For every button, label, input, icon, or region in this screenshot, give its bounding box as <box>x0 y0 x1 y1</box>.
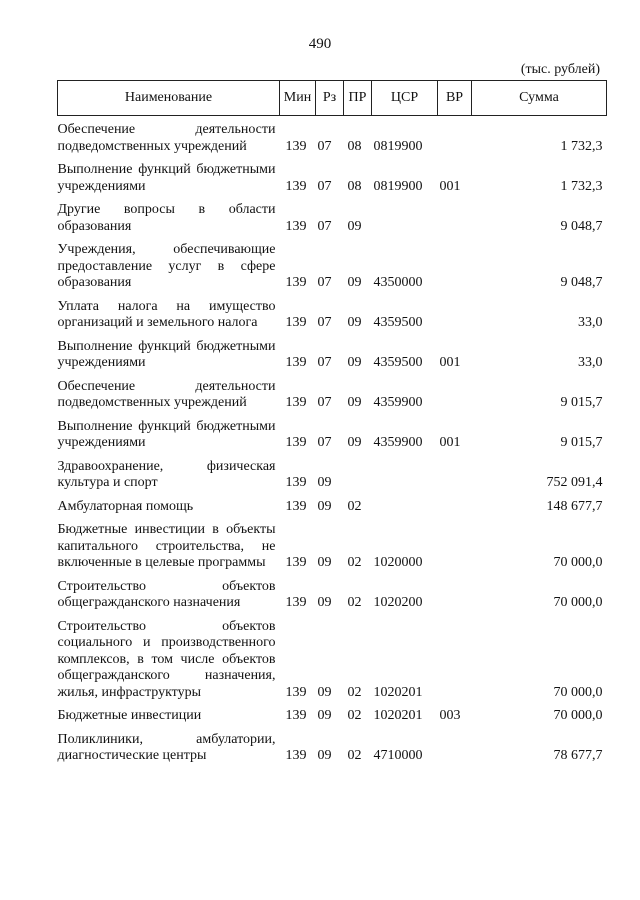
table-row <box>58 332 607 372</box>
table-row <box>58 116 607 156</box>
table-row <box>58 195 607 235</box>
header-rz: Рз <box>316 81 344 116</box>
cell-name: Амбулаторная помощь <box>57 498 194 514</box>
cell-csr: 4359500 <box>373 315 423 330</box>
cell-rz: 07 <box>317 395 332 410</box>
cell-rz: 07 <box>317 275 332 290</box>
cell-vr <box>438 235 472 292</box>
cell-name: Строительство объектов общегражданского назначения <box>57 578 276 610</box>
cell-vr <box>438 515 472 572</box>
cell-pr <box>344 452 372 492</box>
cell-sum: 70 000,0 <box>553 708 603 723</box>
cell-pr: 09 <box>347 395 362 410</box>
cell-min: 139 <box>285 178 307 194</box>
cell-min: 139 <box>285 355 307 370</box>
cell-name: Строительство объектов социального и производственного комплексов, в том числе объектов общегражданского назначения, жилья, инфраструктуры <box>57 618 276 700</box>
cell-vr <box>438 572 472 612</box>
cell-sum: 70 000,0 <box>553 595 603 610</box>
cell-csr: 1020000 <box>373 555 423 570</box>
cell-rz: 07 <box>317 355 332 370</box>
cell-min: 139 <box>285 708 307 723</box>
table-row <box>58 452 607 492</box>
cell-name: Выполнение функций бюджетными учреждениями <box>57 338 276 370</box>
table-row <box>58 701 607 725</box>
cell-pr: 02 <box>347 595 362 610</box>
table-body <box>58 116 607 765</box>
header-vr: ВР <box>438 81 472 116</box>
cell-name: Бюджетные инвестиции в объекты капитального строительства, не включенные в целевые программы <box>57 522 276 570</box>
cell-rz: 09 <box>317 498 332 514</box>
cell-pr: 02 <box>347 684 362 700</box>
cell-min: 139 <box>285 435 307 450</box>
cell-csr <box>372 452 438 492</box>
cell-vr <box>438 452 472 492</box>
cell-rz: 09 <box>317 684 332 700</box>
cell-vr <box>438 492 472 516</box>
cell-pr: 08 <box>347 138 362 154</box>
table-header-row <box>58 81 607 116</box>
cell-sum: 9 048,7 <box>560 275 603 290</box>
cell-min: 139 <box>285 395 307 410</box>
cell-pr: 08 <box>347 178 362 194</box>
cell-csr: 1020201 <box>373 684 423 700</box>
cell-min: 139 <box>285 138 307 154</box>
cell-pr: 02 <box>347 555 362 570</box>
cell-sum: 752 091,4 <box>546 475 603 490</box>
cell-pr: 09 <box>347 355 362 370</box>
budget-table <box>57 80 607 765</box>
cell-pr: 09 <box>347 218 362 234</box>
cell-min: 139 <box>285 748 307 763</box>
cell-csr: 0819900 <box>373 138 423 154</box>
cell-csr: 4710000 <box>373 748 423 763</box>
cell-sum: 78 677,7 <box>553 748 603 763</box>
cell-name: Выполнение функций бюджетными учреждениями <box>57 162 276 194</box>
cell-pr: 09 <box>347 315 362 330</box>
table-row <box>58 292 607 332</box>
cell-name: Бюджетные инвестиции <box>57 708 202 723</box>
cell-rz: 09 <box>317 748 332 763</box>
table-row <box>58 372 607 412</box>
cell-csr: 1020200 <box>373 595 423 610</box>
cell-sum: 33,0 <box>578 355 603 370</box>
cell-min: 139 <box>285 684 307 700</box>
header-pr: ПР <box>344 81 372 116</box>
cell-vr <box>438 372 472 412</box>
cell-pr: 02 <box>347 708 362 723</box>
cell-vr: 003 <box>439 708 461 723</box>
cell-pr: 09 <box>347 435 362 450</box>
cell-vr <box>438 195 472 235</box>
cell-name: Выполнение функций бюджетными учреждениями <box>57 418 276 450</box>
cell-sum: 33,0 <box>578 315 603 330</box>
cell-pr: 09 <box>347 275 362 290</box>
cell-sum: 70 000,0 <box>553 684 603 700</box>
table-row <box>58 725 607 765</box>
cell-vr <box>438 725 472 765</box>
cell-csr: 1020201 <box>373 708 423 723</box>
cell-csr: 4359900 <box>373 395 423 410</box>
cell-csr <box>372 492 438 516</box>
cell-rz: 07 <box>317 138 332 154</box>
table-row <box>58 612 607 702</box>
units-label: (тыс. рублей) <box>520 62 600 77</box>
cell-name: Уплата налога на имущество организаций и земельного налога <box>57 298 276 330</box>
cell-name: Обеспечение деятельности подведомственных учреждений <box>57 122 276 154</box>
cell-rz: 07 <box>317 315 332 330</box>
header-name: Наименование <box>58 81 280 116</box>
header-min: Мин <box>280 81 316 116</box>
cell-sum: 9 015,7 <box>560 435 603 450</box>
cell-rz: 07 <box>317 435 332 450</box>
cell-name: Учреждения, обеспечивающие предоставление услуг в сфере образования <box>57 242 276 290</box>
cell-pr: 02 <box>347 498 362 514</box>
cell-sum: 1 732,3 <box>560 178 603 194</box>
cell-min: 139 <box>285 315 307 330</box>
cell-min: 139 <box>285 218 307 234</box>
cell-sum: 9 048,7 <box>560 218 603 234</box>
cell-rz: 09 <box>317 708 332 723</box>
table-row <box>58 515 607 572</box>
cell-min: 139 <box>285 475 307 490</box>
cell-sum: 1 732,3 <box>560 138 603 154</box>
cell-vr: 001 <box>439 178 461 194</box>
cell-min: 139 <box>285 595 307 610</box>
cell-rz: 09 <box>317 595 332 610</box>
cell-vr <box>438 292 472 332</box>
cell-csr: 4350000 <box>373 275 423 290</box>
cell-vr <box>438 612 472 702</box>
cell-csr: 4359500 <box>373 355 423 370</box>
cell-sum: 148 677,7 <box>546 498 603 514</box>
table-row <box>58 412 607 452</box>
cell-rz: 09 <box>317 555 332 570</box>
page-number: 490 <box>308 36 332 52</box>
cell-min: 139 <box>285 498 307 514</box>
cell-csr: 4359900 <box>373 435 423 450</box>
cell-pr: 02 <box>347 748 362 763</box>
header-sum: Сумма <box>472 81 607 116</box>
cell-name: Здравоохранение, физическая культура и спорт <box>57 458 276 490</box>
cell-min: 139 <box>285 555 307 570</box>
cell-name: Обеспечение деятельности подведомственных учреждений <box>57 378 276 410</box>
table-row <box>58 572 607 612</box>
cell-min: 139 <box>285 275 307 290</box>
cell-csr <box>372 195 438 235</box>
cell-vr <box>438 116 472 156</box>
cell-sum: 70 000,0 <box>553 555 603 570</box>
cell-name: Поликлиники, амбулатории, диагностические центры <box>57 731 276 763</box>
table-row <box>58 155 607 195</box>
cell-rz: 07 <box>317 218 332 234</box>
cell-vr: 001 <box>439 435 461 450</box>
header-csr: ЦСР <box>372 81 438 116</box>
cell-sum: 9 015,7 <box>560 395 603 410</box>
table-row <box>58 235 607 292</box>
cell-rz: 09 <box>317 475 332 490</box>
table-row <box>58 492 607 516</box>
cell-csr: 0819900 <box>373 178 423 194</box>
cell-rz: 07 <box>317 178 332 194</box>
cell-vr: 001 <box>439 355 461 370</box>
cell-name: Другие вопросы в области образования <box>57 202 276 234</box>
